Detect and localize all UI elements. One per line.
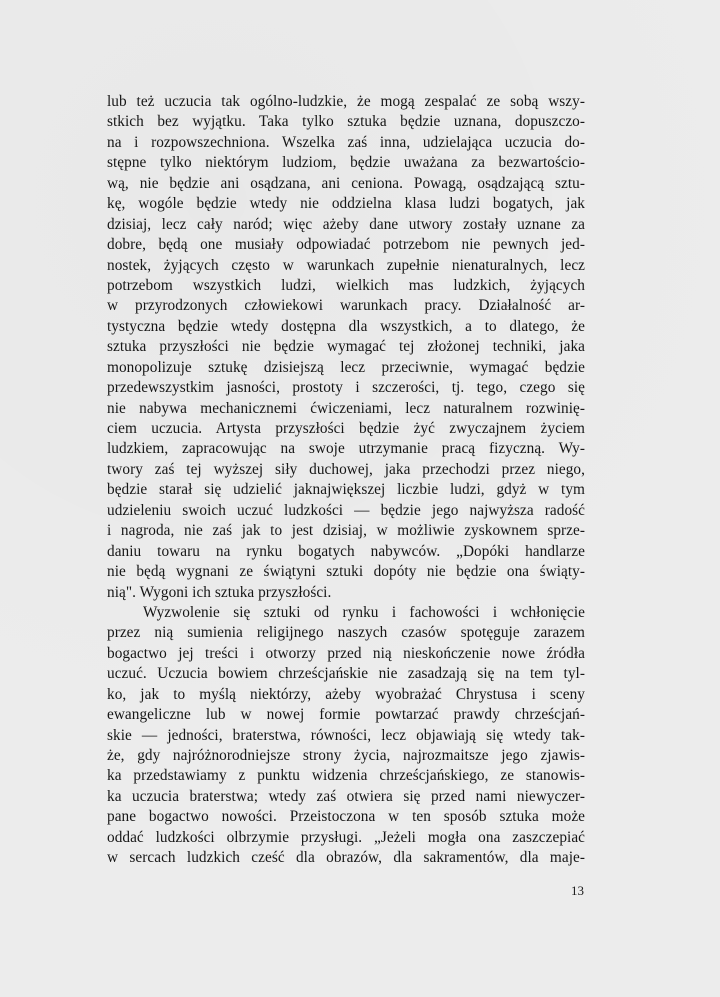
text-line: nie nabywa mechanicznemi ćwiczeniami, lecz naturalnem rozwinię- <box>107 399 585 417</box>
text-line: przez nią sumienia religijnego naszych czasów spotęguje zarazem <box>107 624 585 642</box>
text-line: na i rozpowszechniona. Wszelka zaś inna, udzielająca uczucia do- <box>107 133 585 151</box>
paragraph-1 <box>107 92 585 603</box>
text-line: potrzebom wszystkich ludzi, wielkich mas ludzkich, żyjących <box>107 276 585 294</box>
text-line: wą, nie będzie ani osądzana, ani ceniona. Powagą, osądzającą sztu- <box>107 174 585 192</box>
text-line: ko, jak to myślą niektórzy, ażeby wyobrażać Chrystusa i sceny <box>107 685 585 703</box>
body-text <box>107 92 585 869</box>
text-line: sztuka przyszłości nie będzie wymagać tej złożonej techniki, jaka <box>107 338 585 356</box>
text-line: w przyrodzonych człowiekowi warunkach pracy. Działalność ar- <box>107 297 585 315</box>
text-line: monopolizuje sztukę dzisiejszą lecz przeciwnie, wymagać będzie <box>107 358 585 376</box>
text-line: bogactwo jej treści i otworzy przed nią nieskończenie nowe źródła <box>107 644 585 662</box>
text-line: ewangeliczne lub w nowej formie powtarzać prawdy chrześcjań- <box>107 706 585 724</box>
text-line: przedewszystkim jasności, prostoty i szczerości, tj. tego, czego się <box>107 379 585 397</box>
text-line: daniu towaru na rynku bogatych nabywców. „Dopóki handlarze <box>107 542 585 560</box>
text-line: twory zaś tej wyższej siły duchowej, jaka przechodzi przez niego, <box>107 460 585 478</box>
text-line: ka przedstawiamy z punktu widzenia chrześcjańskiego, ze stanowis- <box>107 767 585 785</box>
text-line: tystyczna będzie wtedy dostępna dla wszystkich, a to dlatego, że <box>107 317 585 335</box>
text-line: pane bogactwo nowości. Przeistoczona w ten sposób sztuka może <box>107 808 585 826</box>
text-line: ciem uczucia. Artysta przyszłości będzie żyć zwyczajnem życiem <box>107 420 585 437</box>
paragraph-2 <box>107 603 585 869</box>
text-line: stępne tylko niektórym ludziom, będzie uważana za bezwartościo- <box>107 154 585 172</box>
text-line: ludzkiem, zapracowując na swoje utrzymanie pracą fizyczną. Wy- <box>107 440 585 458</box>
text-line: dobre, będą one musiały odpowiadać potrzebom nie pewnych jed- <box>107 236 585 254</box>
text-line: w sercach ludzkich cześć dla obrazów, dla sakramentów, dla maje- <box>107 849 585 867</box>
text-line: dzisiaj, lecz cały naród; więc ażeby dane utwory zostały uznane za <box>107 215 585 233</box>
text-line: i nagroda, nie zaś jak to jest dzisiaj, w możliwie zyskownem sprze- <box>107 522 585 540</box>
page-number: 13 <box>571 883 584 898</box>
text-line: będzie starał się udzielić jaknajwiększej liczbie ludzi, gdyż w tym <box>107 481 585 499</box>
text-line: lub też uczucia tak ogólno-ludzkie, że mogą zespalać ze sobą wszy- <box>107 93 585 110</box>
text-line: nie będą wygnani ze świątyni sztuki dopóty nie będzie ona świąty- <box>107 563 585 581</box>
text-line: stkich bez wyjątku. Taka tylko sztuka będzie uznana, dopuszczo- <box>107 113 585 131</box>
text-line: oddać ludzkości olbrzymie przysługi. „Jeżeli mogła ona zaszczepiać <box>107 828 585 846</box>
text-line: udzieleniu swoich uczuć ludzkości — będzie jego najwyższa radość <box>107 501 585 519</box>
text-line: że, gdy najróżnorodniejsze strony życia, najrozmaitsze jego zjawis- <box>107 747 585 764</box>
text-line: ka uczucia braterstwa; wtedy zaś otwiera się przed nami niewyczer- <box>107 787 585 805</box>
text-line: nią". Wygoni ich sztuka przyszłości. <box>107 583 332 601</box>
text-line: skie — jedności, braterstwa, równości, lecz objawiają się wtedy tak- <box>107 726 585 744</box>
text-line: uczuć. Uczucia bowiem chrześcjańskie nie zasadzają się na tem tyl- <box>107 665 585 683</box>
text-line: nostek, żyjących często w warunkach zupełnie nienaturalnych, lecz <box>107 256 585 274</box>
text-line: Wyzwolenie się sztuki od rynku i fachowości i wchłonięcie <box>143 603 585 621</box>
text-line: kę, wogóle będzie wtedy nie oddzielna klasa ludzi bogatych, jak <box>107 195 585 213</box>
